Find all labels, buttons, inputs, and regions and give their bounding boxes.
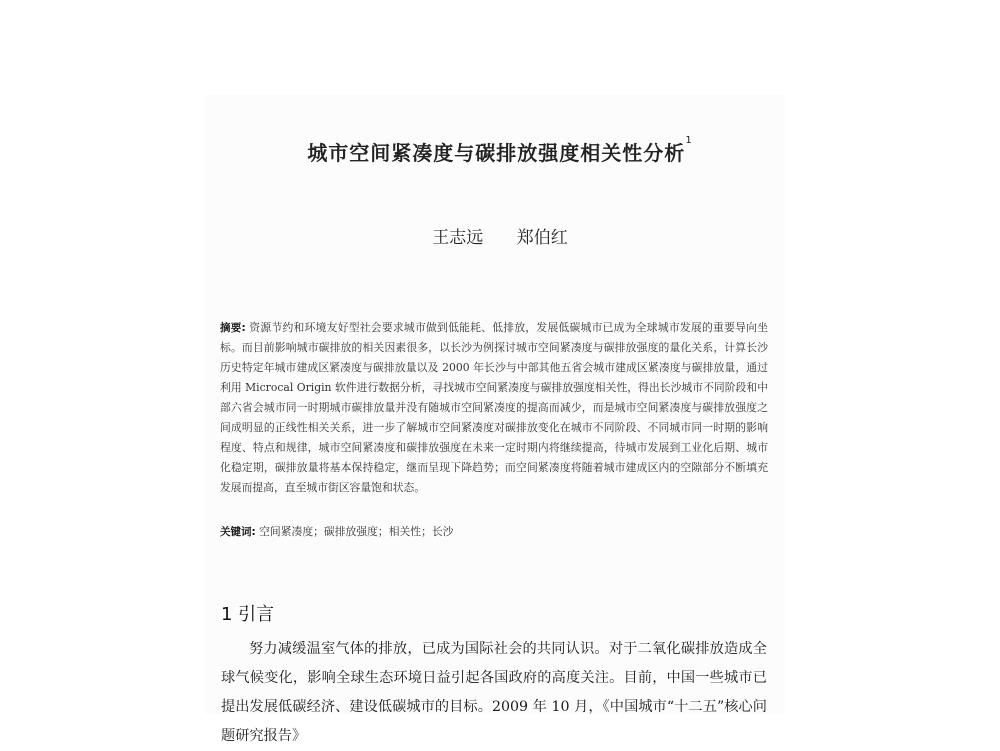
- keywords-label: 关键词:: [220, 526, 256, 538]
- keywords: [220, 522, 768, 542]
- author-name: 郑伯红: [516, 228, 568, 248]
- body-paragraph: 努力减缓温室气体的排放，已成为国际社会的共同认识。对于二氧化碳排放造成全球气候变化，影响全球生态环境日益引起各国政府的高度关注。目前，中国一些城市已提出发展低碳经济、建设低碳城市的目标。2009 年 10 月，《中国城市“十二五”核心问题研究报告》: [221, 641, 767, 744]
- abstract-text: 资源节约和环境友好型社会要求城市做到低能耗、低排放，发展低碳城市已成为全球城市发展的重要导向坐标。而目前影响城市碳排放的相关因素很多，以长沙为例探讨城市空间紧凑度与碳排放强度的量化关系，计算长沙历史特定年城市建成区紧凑度与碳排放量以及 2000 年长沙与中部其他五省会城市建成区紧凑度与碳排放量，通过利用 Microcal Origin 软件进行数据分析，寻找城市空间紧凑度与碳排放强度相关性，得出长沙城市不同阶段和中部六省会城市同一时期城市碳排放量并没有随城市空间紧凑度的提高而减少，而是城市空间紧凑度与碳排放强度之间成明显的正线性相关关系，进一步了解城市空间紧凑度对碳排放变化在城市不同阶段、不同城市同一时期的影响程度、特点和规律，城市空间紧凑度和碳排放强度在未来一定时期内将继续提高，待城市发展到工业化后期、城市化稳定期，碳排放量将基本保持稳定，继而呈现下降趋势；而空间紧凑度将随着城市建成区内的空隙部分不断填充发展而提高，直至城市街区容量饱和状态。: [220, 321, 769, 494]
- abstract: [220, 318, 768, 498]
- keywords-text: 空间紧凑度；碳排放强度；相关性；长沙: [259, 525, 454, 538]
- author-list: [0, 223, 1000, 248]
- abstract-label: 摘要:: [220, 322, 246, 334]
- section-heading: 1 引言: [221, 604, 275, 625]
- paper-title: [0, 137, 1000, 166]
- title-footnote-marker: 1: [685, 135, 693, 146]
- author-name: 王志远: [432, 228, 484, 248]
- title-text: 城市空间紧凑度与碳排放强度相关性分析: [307, 141, 686, 165]
